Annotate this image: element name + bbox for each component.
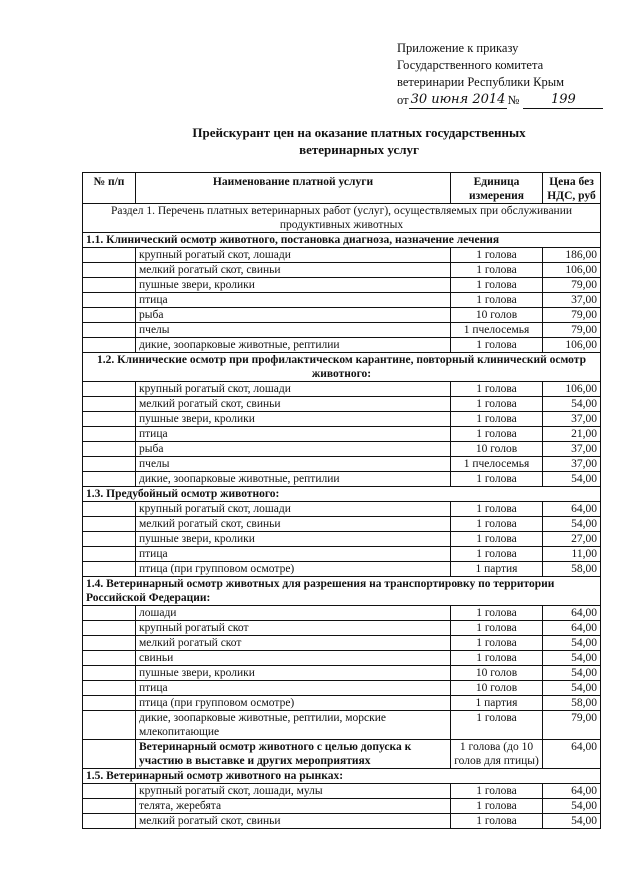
group-header-row xyxy=(83,577,601,606)
cell-unit: 1 голова xyxy=(451,517,543,532)
cell-num xyxy=(83,696,136,711)
header-num: № п/п xyxy=(83,173,136,204)
cell-price: 64,00 xyxy=(543,784,601,799)
cell-name: птица (при групповом осмотре) xyxy=(136,696,451,711)
cell-unit: 1 голова xyxy=(451,263,543,278)
order-number-label: № xyxy=(507,93,520,107)
cell-num xyxy=(83,427,136,442)
cell-num xyxy=(83,248,136,263)
table-row xyxy=(83,412,601,427)
table-row xyxy=(83,651,601,666)
order-reference xyxy=(397,91,603,109)
table-row xyxy=(83,711,601,740)
table-row xyxy=(83,308,601,323)
cell-num xyxy=(83,308,136,323)
cell-price: 54,00 xyxy=(543,666,601,681)
cell-price: 54,00 xyxy=(543,397,601,412)
cell-name: крупный рогатый скот, лошади xyxy=(136,502,451,517)
cell-num xyxy=(83,740,136,769)
cell-price: 106,00 xyxy=(543,263,601,278)
appendix-line1: Приложение к приказу xyxy=(397,41,519,55)
cell-price: 64,00 xyxy=(543,502,601,517)
cell-num xyxy=(83,562,136,577)
cell-num xyxy=(83,814,136,829)
cell-num xyxy=(83,323,136,338)
table-row xyxy=(83,442,601,457)
cell-num xyxy=(83,666,136,681)
table-row xyxy=(83,666,601,681)
cell-unit: 1 голова xyxy=(451,502,543,517)
cell-name: пушные звери, кролики xyxy=(136,278,451,293)
cell-name: пушные звери, кролики xyxy=(136,532,451,547)
cell-unit: 1 голова xyxy=(451,711,543,740)
table-row xyxy=(83,547,601,562)
price-table xyxy=(82,172,601,829)
cell-name: птица xyxy=(136,293,451,308)
table-row xyxy=(83,681,601,696)
cell-unit: 1 голова xyxy=(451,799,543,814)
cell-num xyxy=(83,784,136,799)
cell-unit: 1 пчелосемья xyxy=(451,457,543,472)
cell-price: 79,00 xyxy=(543,711,601,740)
cell-unit: 1 голова xyxy=(451,427,543,442)
cell-num xyxy=(83,799,136,814)
cell-unit: 1 партия xyxy=(451,562,543,577)
table-row xyxy=(83,293,601,308)
table-row xyxy=(83,338,601,353)
cell-price: 54,00 xyxy=(543,681,601,696)
group-title: 1.2. Клинические осмотр при профилактическом карантине, повторный клинический осмотр животного: xyxy=(83,353,601,382)
cell-price: 64,00 xyxy=(543,621,601,636)
cell-unit: 1 голова xyxy=(451,278,543,293)
handwritten-date: 30 июня 2014 xyxy=(410,92,506,107)
group-header-row xyxy=(83,769,601,784)
cell-num xyxy=(83,338,136,353)
cell-price: 27,00 xyxy=(543,532,601,547)
cell-name: рыба xyxy=(136,308,451,323)
cell-price: 58,00 xyxy=(543,696,601,711)
table-row xyxy=(83,472,601,487)
cell-name: птица (при групповом осмотре) xyxy=(136,562,451,577)
title-line1: Прейскурант цен на оказание платных государственных xyxy=(192,125,526,140)
group-header-row xyxy=(83,353,601,382)
table-row xyxy=(83,532,601,547)
cell-unit: 10 голов xyxy=(451,666,543,681)
cell-unit: 1 голова xyxy=(451,621,543,636)
cell-price: 79,00 xyxy=(543,278,601,293)
table-row xyxy=(83,263,601,278)
cell-num xyxy=(83,293,136,308)
header-price: Цена без НДС, руб xyxy=(543,173,601,204)
cell-num xyxy=(83,606,136,621)
cell-num xyxy=(83,502,136,517)
cell-name: мелкий рогатый скот, свиньи xyxy=(136,263,451,278)
order-from-label: от xyxy=(397,93,409,107)
table-row xyxy=(83,784,601,799)
cell-num xyxy=(83,651,136,666)
cell-num xyxy=(83,711,136,740)
cell-unit: 1 голова xyxy=(451,636,543,651)
cell-unit: 1 партия xyxy=(451,696,543,711)
table-row xyxy=(83,517,601,532)
cell-name: Ветеринарный осмотр животного с целью допуска к участию в выставке и других мероприятиях xyxy=(136,740,451,769)
cell-num xyxy=(83,397,136,412)
cell-unit: 1 голова xyxy=(451,651,543,666)
table-row xyxy=(83,323,601,338)
cell-unit: 1 голова xyxy=(451,784,543,799)
group-title: 1.4. Ветеринарный осмотр животных для разрешения на транспортировку по территории Российской Федерации: xyxy=(83,577,601,606)
group-header-row xyxy=(83,487,601,502)
cell-unit: 1 голова (до 10 голов для птицы) xyxy=(451,740,543,769)
cell-price: 37,00 xyxy=(543,457,601,472)
cell-name: крупный рогатый скот, лошади xyxy=(136,382,451,397)
title-line2: ветеринарных услуг xyxy=(299,142,419,157)
cell-unit: 1 голова xyxy=(451,397,543,412)
cell-name: свиньи xyxy=(136,651,451,666)
cell-price: 79,00 xyxy=(543,323,601,338)
cell-price: 106,00 xyxy=(543,382,601,397)
section-title: Раздел 1. Перечень платных ветеринарных работ (услуг), осуществляемых при обслуживании продуктивных животных xyxy=(83,204,601,233)
cell-name: пчелы xyxy=(136,323,451,338)
header-name: Наименование платной услуги xyxy=(136,173,451,204)
table-row xyxy=(83,382,601,397)
table-row xyxy=(83,799,601,814)
cell-name: мелкий рогатый скот, свиньи xyxy=(136,517,451,532)
cell-unit: 1 голова xyxy=(451,606,543,621)
cell-unit: 1 пчелосемья xyxy=(451,323,543,338)
cell-name: лошади xyxy=(136,606,451,621)
table-header-row xyxy=(83,173,601,204)
cell-name: дикие, зоопарковые животные, рептилии xyxy=(136,338,451,353)
table-row xyxy=(83,427,601,442)
cell-name: птица xyxy=(136,547,451,562)
cell-name: пушные звери, кролики xyxy=(136,412,451,427)
cell-name: пчелы xyxy=(136,457,451,472)
table-row xyxy=(83,636,601,651)
appendix-line3: ветеринарии Республики Крым xyxy=(397,75,565,89)
cell-unit: 1 голова xyxy=(451,248,543,263)
cell-num xyxy=(83,636,136,651)
cell-price: 54,00 xyxy=(543,472,601,487)
group-title: 1.3. Предубойный осмотр животного: xyxy=(83,487,601,502)
cell-price: 21,00 xyxy=(543,427,601,442)
cell-price: 54,00 xyxy=(543,814,601,829)
cell-unit: 1 голова xyxy=(451,338,543,353)
cell-name: мелкий рогатый скот, свиньи xyxy=(136,814,451,829)
document-title xyxy=(0,124,640,158)
cell-name: крупный рогатый скот xyxy=(136,621,451,636)
cell-num xyxy=(83,457,136,472)
table-row xyxy=(83,606,601,621)
cell-name: телята, жеребята xyxy=(136,799,451,814)
cell-num xyxy=(83,278,136,293)
cell-num xyxy=(83,517,136,532)
cell-price: 54,00 xyxy=(543,636,601,651)
cell-name: пушные звери, кролики xyxy=(136,666,451,681)
group-header-row xyxy=(83,233,601,248)
cell-name: дикие, зоопарковые животные, рептилии xyxy=(136,472,451,487)
group-title: 1.1. Клинический осмотр животного, постановка диагноза, назначение лечения xyxy=(83,233,601,248)
cell-name: крупный рогатый скот, лошади xyxy=(136,248,451,263)
cell-price: 37,00 xyxy=(543,293,601,308)
cell-name: рыба xyxy=(136,442,451,457)
cell-price: 106,00 xyxy=(543,338,601,353)
cell-price: 54,00 xyxy=(543,517,601,532)
section-row xyxy=(83,204,601,233)
table-row xyxy=(83,502,601,517)
cell-price: 64,00 xyxy=(543,606,601,621)
table-row xyxy=(83,621,601,636)
cell-num xyxy=(83,547,136,562)
cell-unit: 1 голова xyxy=(451,814,543,829)
cell-price: 54,00 xyxy=(543,799,601,814)
table-row xyxy=(83,562,601,577)
cell-unit: 1 голова xyxy=(451,472,543,487)
cell-num xyxy=(83,681,136,696)
cell-price: 11,00 xyxy=(543,547,601,562)
cell-price: 54,00 xyxy=(543,651,601,666)
cell-num xyxy=(83,442,136,457)
group-title: 1.5. Ветеринарный осмотр животного на рынках: xyxy=(83,769,601,784)
table-row xyxy=(83,814,601,829)
appendix-block xyxy=(397,40,603,109)
cell-price: 58,00 xyxy=(543,562,601,577)
appendix-line2: Государственного комитета xyxy=(397,58,544,72)
cell-unit: 10 голов xyxy=(451,442,543,457)
header-unit: Единица измерения xyxy=(451,173,543,204)
cell-price: 37,00 xyxy=(543,442,601,457)
table-row xyxy=(83,457,601,472)
cell-num xyxy=(83,532,136,547)
cell-name: птица xyxy=(136,427,451,442)
cell-unit: 10 голов xyxy=(451,681,543,696)
cell-price: 186,00 xyxy=(543,248,601,263)
cell-name: мелкий рогатый скот, свиньи xyxy=(136,397,451,412)
cell-price: 79,00 xyxy=(543,308,601,323)
cell-unit: 10 голов xyxy=(451,308,543,323)
cell-num xyxy=(83,621,136,636)
cell-unit: 1 голова xyxy=(451,382,543,397)
cell-num xyxy=(83,472,136,487)
table-row xyxy=(83,397,601,412)
cell-name: птица xyxy=(136,681,451,696)
table-row xyxy=(83,278,601,293)
cell-price: 64,00 xyxy=(543,740,601,769)
cell-name: дикие, зоопарковые животные, рептилии, морские млекопитающие xyxy=(136,711,451,740)
cell-unit: 1 голова xyxy=(451,532,543,547)
table-row xyxy=(83,740,601,769)
cell-unit: 1 голова xyxy=(451,293,543,308)
cell-num xyxy=(83,382,136,397)
cell-num xyxy=(83,263,136,278)
cell-price: 37,00 xyxy=(543,412,601,427)
cell-name: мелкий рогатый скот xyxy=(136,636,451,651)
handwritten-number: 199 xyxy=(523,91,603,109)
cell-unit: 1 голова xyxy=(451,412,543,427)
table-row xyxy=(83,248,601,263)
cell-unit: 1 голова xyxy=(451,547,543,562)
cell-num xyxy=(83,412,136,427)
table-row xyxy=(83,696,601,711)
cell-name: крупный рогатый скот, лошади, мулы xyxy=(136,784,451,799)
